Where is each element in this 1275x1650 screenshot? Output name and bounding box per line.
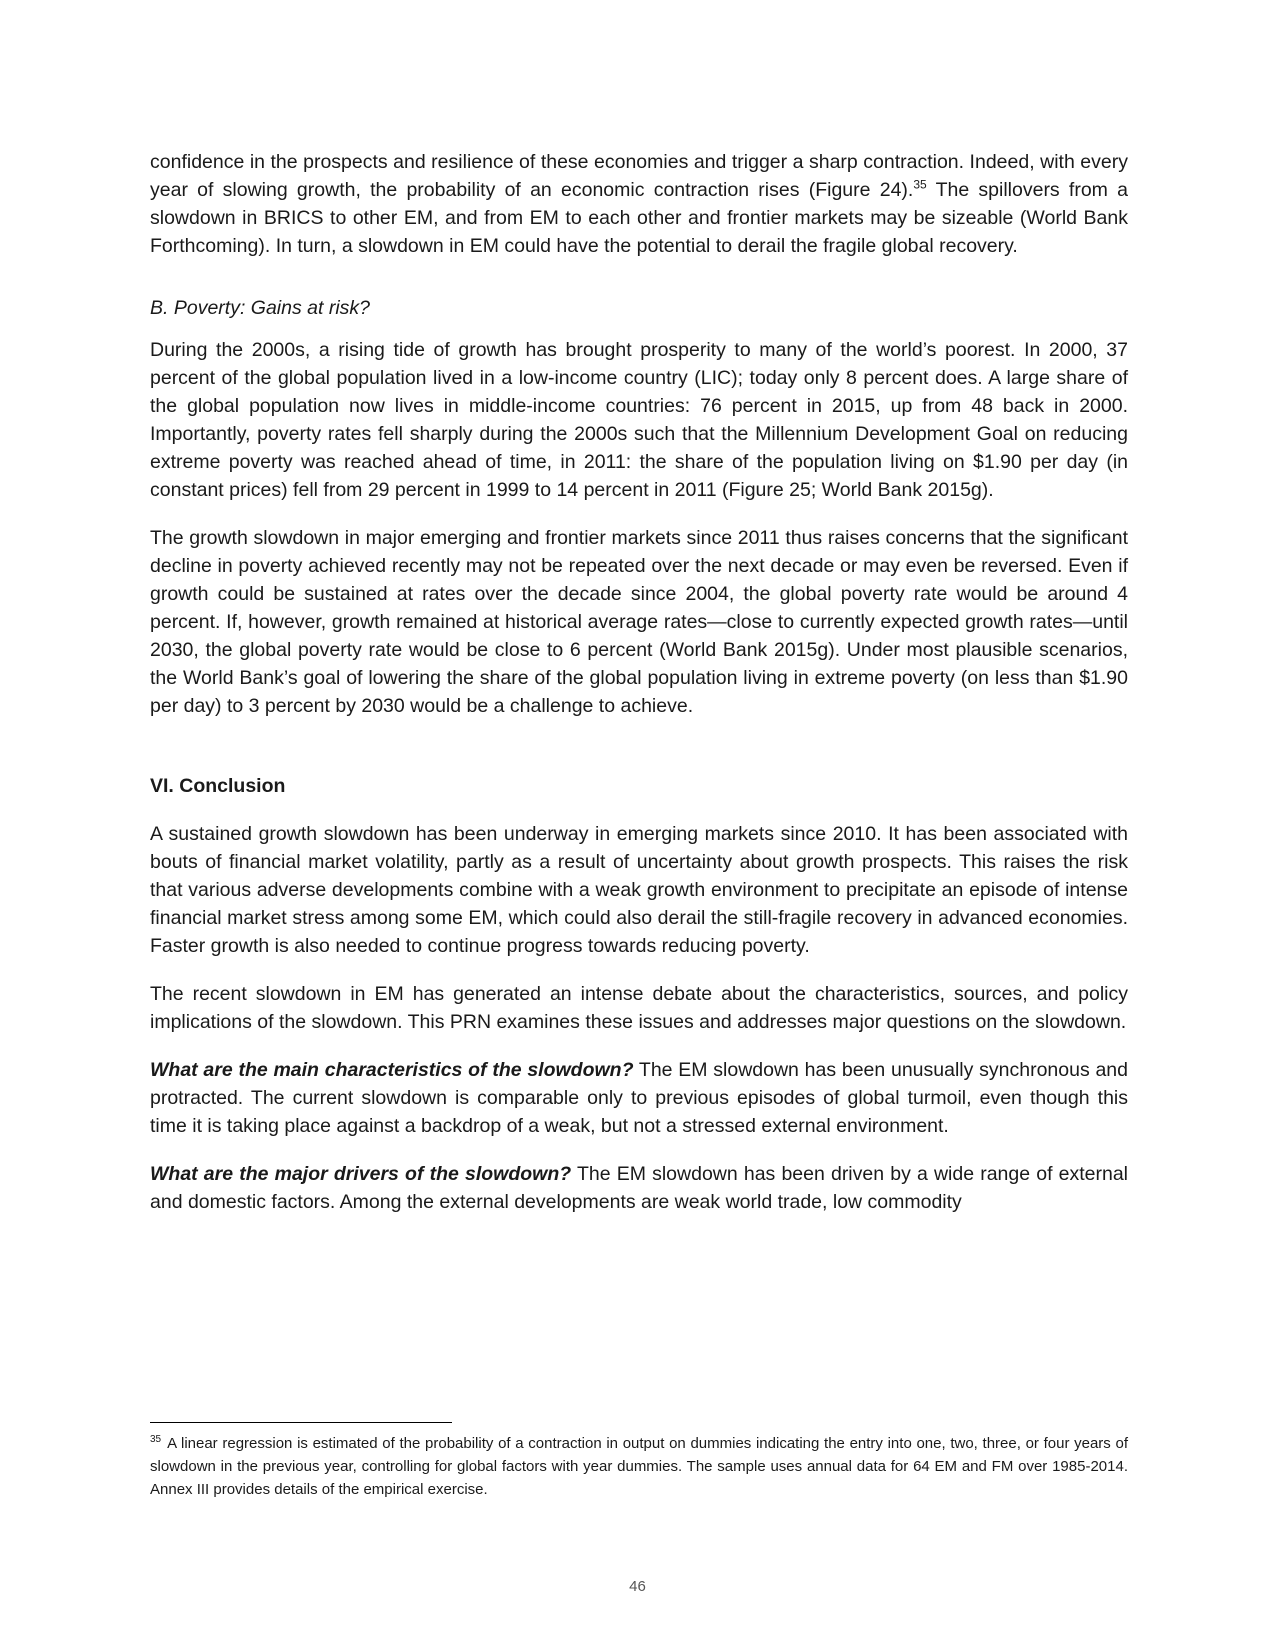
question-heading: What are the major drivers of the slowdown? [150, 1163, 572, 1185]
footnote-number: 35 [150, 1434, 162, 1445]
subsection-heading: B. Poverty: Gains at risk? [150, 297, 370, 319]
question-answer: The EM slowdown has been driven by a wide range of external and domestic factors. Among the external developments are weak world trade, low commodity [150, 1163, 1129, 1213]
page-number: 46 [629, 1578, 646, 1595]
footnote-text: A linear regression is estimated of the probability of a contraction in output on dummies indicating the entry into one, two, three, or four years of slowdown in the previous year, controlling for global factors with year dummies. The sample uses annual data for 64 EM and FM over 1985-2014. Annex III provides details of the empirical exercise. [150, 1435, 1128, 1498]
conclusion-paragraph-2: The recent slowdown in EM has generated an intense debate about the characteristics, sources, and policy implications of the slowdown. This PRN examines these issues and addresses major questions on the slowdown. [150, 983, 1128, 1033]
footnote-divider [150, 1422, 452, 1423]
continued-paragraph [150, 148, 1128, 260]
section-heading: VI. Conclusion [150, 775, 286, 797]
paragraph-text-before-ref: confidence in the prospects and resilience of these economies and trigger a sharp contraction. Indeed, with every year of slowing growth, the probability of an economic contraction rises (Figure 24). [150, 151, 1128, 201]
footnote [150, 1432, 1128, 1501]
question-heading: What are the main characteristics of the slowdown? [150, 1059, 634, 1081]
poverty-paragraph-2: The growth slowdown in major emerging and frontier markets since 2011 thus raises concerns that the significant decline in poverty achieved recently may not be repeated over the next decade or may even be reversed. Even if growth could be sustained at rates over the decade since 2004, the global poverty rate would be around 4 percent. If, however, growth remained at historical average rates—close to currently expected growth rates—until 2030, the global poverty rate would be close to 6 percent (World Bank 2015g). Under most plausible scenarios, the World Bank’s goal of lowering the share of the global population living in extreme poverty (on less than $1.90 per day) to 3 percent by 2030 would be a challenge to achieve. [150, 527, 1128, 717]
footnote-reference[interactable]: 35 [913, 177, 927, 192]
question-answer: The EM slowdown has been unusually synchronous and protracted. The current slowdown is comparable only to previous episodes of global turmoil, even though this time it is taking place against a backdrop of a weak, but not a stressed external environment. [150, 1059, 1129, 1137]
question-paragraph-2 [150, 1160, 1128, 1216]
conclusion-paragraph-1: A sustained growth slowdown has been underway in emerging markets since 2010. It has been associated with bouts of financial market volatility, partly as a result of uncertainty about growth prospects. This raises the risk that various adverse developments combine with a weak growth environment to precipitate an episode of intense financial market stress among some EM, which could also derail the still-fragile recovery in advanced economies. Faster growth is also needed to continue progress towards reducing poverty. [150, 823, 1128, 957]
page-body [150, 148, 1128, 1216]
poverty-paragraph-1: During the 2000s, a rising tide of growth has brought prosperity to many of the world’s poorest. In 2000, 37 percent of the global population lived in a low-income country (LIC); today only 8 percent does. A large share of the global population now lives in middle-income countries: 76 percent in 2015, up from 48 back in 2000. Importantly, poverty rates fell sharply during the 2000s such that the Millennium Development Goal on reducing extreme poverty was reached ahead of time, in 2011: the share of the population living on $1.90 per day (in constant prices) fell from 29 percent in 1999 to 14 percent in 2011 (Figure 25; World Bank 2015g). [150, 339, 1128, 501]
question-paragraph-1 [150, 1056, 1128, 1140]
paragraph-text-after-ref: The spillovers from a slowdown in BRICS to other EM, and from EM to each other and frontier markets may be sizeable (World Bank Forthcoming). In turn, a slowdown in EM could have the potential to derail the fragile global recovery. [150, 179, 1128, 257]
